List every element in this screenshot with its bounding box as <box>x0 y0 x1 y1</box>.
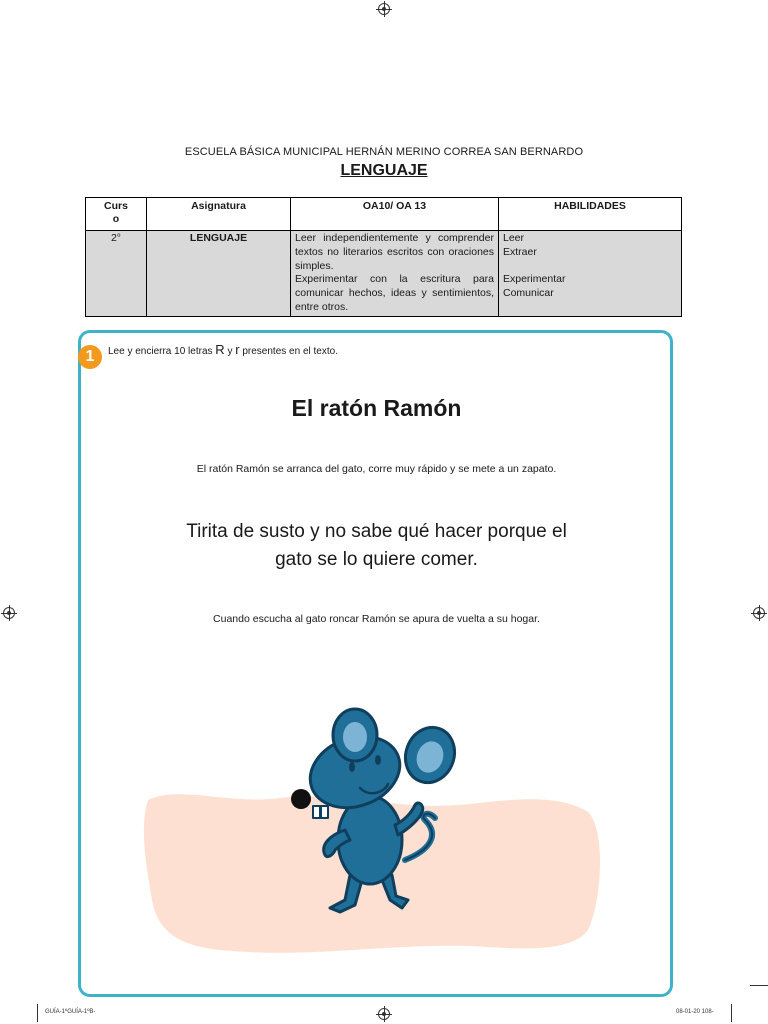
registration-mark-bottom <box>378 1008 390 1020</box>
story-paragraph-1: El ratón Ramón se arranca del gato, corre muy rápido y se mete a un zapato. <box>196 463 557 475</box>
header-asignatura: Asignatura <box>147 198 291 231</box>
footer-slug-left: GUÍA-1ºGUÍA-1ºB- <box>45 1009 96 1015</box>
mouse-illustration <box>140 700 610 960</box>
oa-text-1: Leer independientemente y comprender textos no literarios escritos con oraciones simples. <box>295 232 494 272</box>
instruction-text-b: y <box>224 346 236 357</box>
table-header-row <box>86 198 682 231</box>
table-row <box>86 231 682 317</box>
subject-title: LENGUAJE <box>340 162 428 179</box>
cell-oa <box>291 231 499 317</box>
cell-habilidades <box>499 231 682 317</box>
story-title: El ratón Ramón <box>291 395 462 421</box>
activity-number-badge: 1 <box>78 345 102 369</box>
crop-mark <box>731 1004 732 1022</box>
crop-mark <box>750 985 768 986</box>
skill-item: Leer <box>503 232 525 244</box>
story-paragraph-3: Cuando escucha al gato roncar Ramón se apura de vuelta a su hogar. <box>213 613 540 625</box>
skill-item: Experimentar <box>503 273 566 286</box>
school-name: ESCUELA BÁSICA MUNICIPAL HERNÁN MERINO CORREA SAN BERNARDO <box>184 146 584 158</box>
registration-mark-top <box>378 3 390 15</box>
activity-instruction <box>108 342 338 357</box>
letter-lower-r: r <box>235 342 240 357</box>
registration-mark-right <box>753 607 765 619</box>
course-info-table <box>85 197 682 317</box>
story-paragraph-2: Tirita de susto y no sabe qué hacer porque el gato se lo quiere comer. <box>186 521 567 570</box>
cell-curso: 2° <box>86 231 147 317</box>
header-curso: Curs o <box>86 198 147 231</box>
skill-item: Extraer <box>503 245 537 258</box>
crop-mark <box>37 1004 38 1022</box>
mouse-nose-icon <box>291 789 311 809</box>
header-oa: OA10/ OA 13 <box>291 198 499 231</box>
footer-slug-right: 08-01-20 108- <box>676 1009 714 1015</box>
instruction-text-a: Lee y encierra 10 letras <box>108 346 216 357</box>
skill-item: Comunicar <box>503 287 554 300</box>
header-habilidades: HABILIDADES <box>499 198 682 231</box>
cell-asignatura: LENGUAJE <box>147 231 291 317</box>
oa-text-2: Experimentar con la escritura para comunicar hechos, ideas y sentimientos, entre otros. <box>295 273 494 313</box>
instruction-text-c: presentes en el texto. <box>239 346 338 357</box>
letter-upper-r: R <box>215 342 225 357</box>
skill-item <box>503 260 677 274</box>
